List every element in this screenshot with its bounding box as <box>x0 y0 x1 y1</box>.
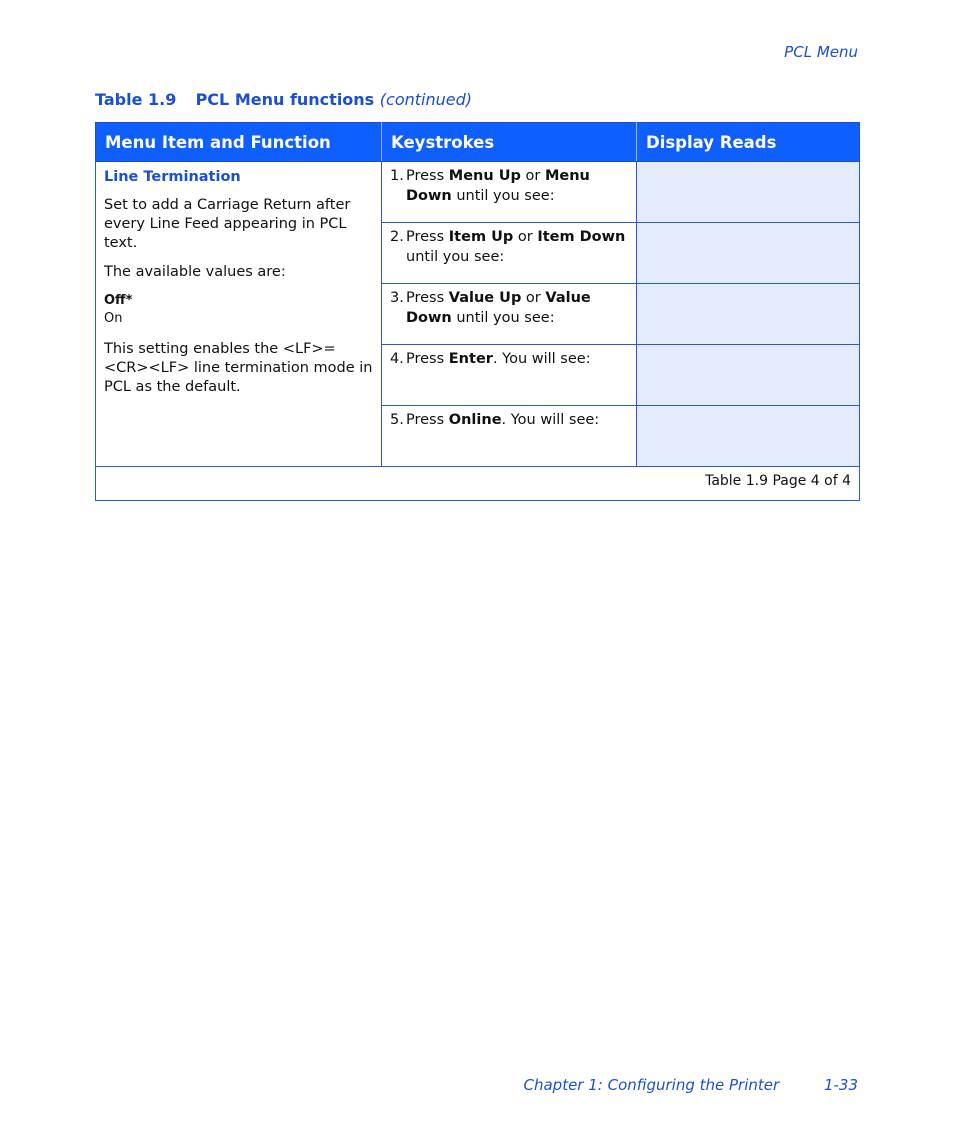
step-text <box>406 289 628 328</box>
table-title: PCL Menu functions <box>195 90 375 109</box>
step-text <box>406 167 628 206</box>
step-prefix: Press <box>406 351 449 367</box>
keystroke-cell <box>382 162 637 223</box>
step-connector: or <box>513 229 538 245</box>
column-header: Keystrokes <box>382 123 637 162</box>
step-prefix: Press <box>406 412 449 428</box>
display-cell <box>637 345 860 406</box>
display-cell <box>637 284 860 345</box>
key-name: Value Down <box>406 290 591 326</box>
step-suffix: until you see: <box>451 187 555 204</box>
step-prefix: Press <box>406 229 449 245</box>
key-name: Menu Down <box>406 168 590 204</box>
item-description: The available values are: <box>104 264 286 280</box>
key-name: Online <box>448 412 502 428</box>
menu-item-title: Line Termination <box>104 169 241 185</box>
keystroke-step <box>390 289 628 328</box>
table-caption <box>95 90 472 109</box>
keystroke-cell <box>382 345 637 406</box>
keystroke-cell <box>382 406 637 467</box>
table-header-row <box>96 123 860 162</box>
key-name: Enter <box>448 351 493 367</box>
keystroke-step <box>390 411 628 431</box>
step-number: 4. <box>390 351 404 367</box>
key-name: Item Down <box>537 229 626 245</box>
keystroke-cell <box>382 223 637 284</box>
step-text <box>406 228 628 267</box>
step-suffix: until you see: <box>451 309 555 326</box>
step-number: 1. <box>390 168 404 184</box>
option: On <box>104 311 123 326</box>
step-prefix: Press <box>406 168 449 184</box>
item-description: Set to add a Carriage Return after every Line Feed appearing in PCL text. <box>104 197 351 251</box>
step-text <box>406 411 599 431</box>
column-header: Menu Item and Function <box>96 123 382 162</box>
display-cell <box>637 223 860 284</box>
page-number: 1-33 <box>823 1076 858 1094</box>
table-footer-row <box>96 467 860 501</box>
step-number: 3. <box>390 290 404 306</box>
running-header: PCL Menu <box>784 43 858 61</box>
table-page-indicator: Table 1.9 Page 4 of 4 <box>96 467 860 501</box>
chapter-title: Chapter 1: Configuring the Printer <box>523 1076 780 1094</box>
pcl-menu-table <box>95 122 860 501</box>
menu-item-cell <box>96 162 382 467</box>
key-name: Value Up <box>448 290 522 306</box>
step-number: 2. <box>390 229 404 245</box>
page-footer <box>524 1076 859 1094</box>
keystroke-step <box>390 228 628 267</box>
display-cell <box>637 406 860 467</box>
item-description: This setting enables the <LF>=<CR><LF> line termination mode in PCL as the default. <box>104 341 373 395</box>
keystroke-step <box>390 350 628 370</box>
step-prefix: Press <box>406 290 449 306</box>
key-name: Item Up <box>448 229 514 245</box>
display-cell <box>637 162 860 223</box>
table-number: Table 1.9 <box>95 90 177 109</box>
step-connector: or <box>520 168 545 184</box>
step-suffix: . You will see: <box>492 351 591 367</box>
keystroke-step <box>390 167 628 206</box>
step-suffix: . You will see: <box>501 412 600 428</box>
step-text <box>406 350 591 370</box>
continued-label: (continued) <box>379 90 472 109</box>
step-suffix: until you see: <box>406 248 505 265</box>
key-name: Menu Up <box>448 168 521 184</box>
column-header: Display Reads <box>637 123 860 162</box>
table-row <box>96 162 860 223</box>
value-options <box>104 292 373 328</box>
step-connector: or <box>521 290 546 306</box>
keystroke-cell <box>382 284 637 345</box>
step-number: 5. <box>390 412 404 428</box>
default-option: Off* <box>104 293 133 308</box>
